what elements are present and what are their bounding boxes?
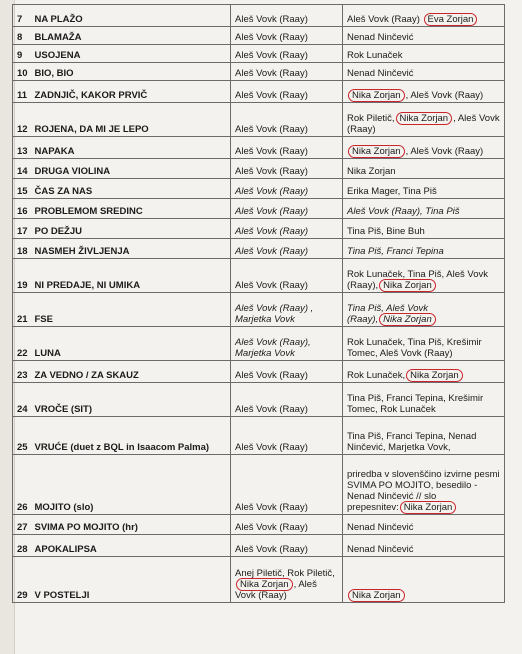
song-credits-table [12, 4, 505, 603]
arranger-cell: Rok Lunaček [343, 45, 505, 63]
arranger-cell [343, 293, 505, 327]
arranger-text: Rok Lunaček, Tina Piš, Aleš Vovk (Raay), [347, 269, 488, 291]
table-row [13, 103, 505, 137]
arranger-text: , Aleš Vovk (Raay) [347, 113, 500, 135]
author-cell: Aleš Vovk (Raay) [231, 159, 343, 179]
song-number: 10 [13, 63, 31, 81]
highlighted-name: Nika Zorjan [348, 145, 405, 158]
author-cell: Aleš Vovk (Raay) [231, 417, 343, 455]
table-row [13, 81, 505, 103]
arranger-cell [343, 81, 505, 103]
arranger-cell: Erika Mager, Tina Piš [343, 179, 505, 199]
table-row [13, 361, 505, 383]
arranger-text: , Aleš Vovk (Raay) [405, 146, 484, 157]
song-title: ROJENA, DA MI JE LEPO [31, 103, 231, 137]
author-cell: Aleš Vovk (Raay) [231, 455, 343, 515]
author-text: Anej Piletič, Rok Piletič, [235, 568, 335, 579]
highlighted-name: Nika Zorjan [379, 313, 436, 326]
highlighted-name: Nika Zorjan [400, 501, 457, 514]
arranger-cell [343, 361, 505, 383]
highlighted-name: Nika Zorjan [406, 369, 463, 382]
song-number: 9 [13, 45, 31, 63]
arranger-text: Tina Piš, Aleš Vovk (Raay), [347, 303, 429, 325]
arranger-cell: Tina Piš, Franci Tepina, Krešimir Tomec, Rok Lunaček [343, 383, 505, 417]
table-row [13, 219, 505, 239]
author-cell: Aleš Vovk (Raay) [231, 361, 343, 383]
arranger-cell [343, 103, 505, 137]
table-row [13, 417, 505, 455]
song-number: 26 [13, 455, 31, 515]
author-cell: Aleš Vovk (Raay) [231, 199, 343, 219]
song-number: 15 [13, 179, 31, 199]
song-title: ZA VEDNO / ZA SKAUZ [31, 361, 231, 383]
arranger-cell: Nika Zorjan [343, 159, 505, 179]
song-number: 25 [13, 417, 31, 455]
song-number: 11 [13, 81, 31, 103]
highlighted-name: Nika Zorjan [348, 589, 405, 602]
song-number: 17 [13, 219, 31, 239]
arranger-cell: Nenad Ninčević [343, 515, 505, 535]
song-title: DRUGA VIOLINA [31, 159, 231, 179]
arranger-cell [343, 259, 505, 293]
table-row [13, 239, 505, 259]
song-number: 28 [13, 535, 31, 557]
author-cell: Aleš Vovk (Raay) , Marjetka Vovk [231, 293, 343, 327]
song-title: NA PLAŽO [31, 5, 231, 27]
song-number: 21 [13, 293, 31, 327]
song-number: 14 [13, 159, 31, 179]
author-cell: Aleš Vovk (Raay) [231, 383, 343, 417]
song-title: V POSTELJI [31, 557, 231, 603]
song-title: FSE [31, 293, 231, 327]
song-number: 19 [13, 259, 31, 293]
table-row [13, 455, 505, 515]
table-row [13, 179, 505, 199]
author-cell: Aleš Vovk (Raay) [231, 27, 343, 45]
arranger-text: Aleš Vovk (Raay) [347, 14, 420, 25]
song-title: SVIMA PO MOJITO (hr) [31, 515, 231, 535]
author-cell: Aleš Vovk (Raay) [231, 179, 343, 199]
author-cell: Aleš Vovk (Raay) [231, 515, 343, 535]
song-number: 8 [13, 27, 31, 45]
highlighted-name: Nika Zorjan [379, 279, 436, 292]
table-row [13, 27, 505, 45]
author-cell: Aleš Vovk (Raay) [231, 63, 343, 81]
arranger-cell: Rok Lunaček, Tina Piš, Krešimir Tomec, Aleš Vovk (Raay) [343, 327, 505, 361]
author-cell: Aleš Vovk (Raay) [231, 239, 343, 259]
table-row [13, 515, 505, 535]
arranger-cell: Nenad Ninčević [343, 535, 505, 557]
table-row [13, 137, 505, 159]
highlighted-name: Nika Zorjan [236, 578, 293, 591]
song-number: 22 [13, 327, 31, 361]
song-title: PROBLEMOM SREDINC [31, 199, 231, 219]
table-row [13, 557, 505, 603]
song-number: 12 [13, 103, 31, 137]
arranger-cell [343, 137, 505, 159]
song-number: 27 [13, 515, 31, 535]
song-title: MOJITO (slo) [31, 455, 231, 515]
arranger-cell: Nenad Ninčević [343, 27, 505, 45]
table-row [13, 45, 505, 63]
arranger-cell: Tina Piš, Franci Tepina, Nenad Ninčević, Marjetka Vovk, [343, 417, 505, 455]
highlighted-name: Nika Zorjan [396, 112, 453, 125]
song-number: 16 [13, 199, 31, 219]
author-cell: Aleš Vovk (Raay) [231, 219, 343, 239]
song-title: LUNA [31, 327, 231, 361]
song-title: PO DEŽJU [31, 219, 231, 239]
song-number: 29 [13, 557, 31, 603]
author-text: , Aleš Vovk (Raay) [235, 579, 317, 601]
arranger-cell [343, 5, 505, 27]
author-cell: Aleš Vovk (Raay) [231, 137, 343, 159]
song-title: ZADNJIČ, KAKOR PRVIČ [31, 81, 231, 103]
song-title: BLAMAŽA [31, 27, 231, 45]
song-number: 23 [13, 361, 31, 383]
song-title: NASMEH ŽIVLJENJA [31, 239, 231, 259]
table-row [13, 259, 505, 293]
arranger-text: , Aleš Vovk (Raay) [405, 90, 484, 101]
author-cell [231, 557, 343, 603]
arranger-cell: Tina Piš, Bine Buh [343, 219, 505, 239]
arranger-cell [343, 455, 505, 515]
table-row [13, 63, 505, 81]
song-number: 7 [13, 5, 31, 27]
arranger-text: Rok Lunaček, [347, 370, 406, 381]
author-cell: Aleš Vovk (Raay) [231, 5, 343, 27]
song-title: ČAS ZA NAS [31, 179, 231, 199]
arranger-text: priredba v slovenščino izvirne pesmi SVIMA PO MOJITO, besedilo - Nenad Ninčević // slo prepesnitev: [347, 469, 500, 513]
table-row [13, 383, 505, 417]
table-row [13, 327, 505, 361]
table-row [13, 535, 505, 557]
song-number: 13 [13, 137, 31, 159]
arranger-cell [343, 557, 505, 603]
song-number: 18 [13, 239, 31, 259]
song-title: VRUĆE (duet z BQL in Isaacom Palma) [31, 417, 231, 455]
arranger-text: Rok Piletič, [347, 113, 395, 124]
song-title: NAPAKA [31, 137, 231, 159]
author-cell: Aleš Vovk (Raay) [231, 103, 343, 137]
song-title: USOJENA [31, 45, 231, 63]
song-title: NI PREDAJE, NI UMIKA [31, 259, 231, 293]
song-title: APOKALIPSA [31, 535, 231, 557]
author-cell: Aleš Vovk (Raay) [231, 535, 343, 557]
table-row [13, 159, 505, 179]
table-row [13, 293, 505, 327]
highlighted-name: Nika Zorjan [348, 89, 405, 102]
highlighted-name: Eva Zorjan [424, 13, 478, 26]
arranger-cell: Nenad Ninčević [343, 63, 505, 81]
author-cell: Aleš Vovk (Raay) [231, 81, 343, 103]
song-title: VROČE (SIT) [31, 383, 231, 417]
arranger-cell: Tina Piš, Franci Tepina [343, 239, 505, 259]
table-row [13, 5, 505, 27]
arranger-cell: Aleš Vovk (Raay), Tina Piš [343, 199, 505, 219]
author-cell: Aleš Vovk (Raay), Marjetka Vovk [231, 327, 343, 361]
song-number: 24 [13, 383, 31, 417]
song-title: BIO, BIO [31, 63, 231, 81]
table-row [13, 199, 505, 219]
author-cell: Aleš Vovk (Raay) [231, 45, 343, 63]
author-cell: Aleš Vovk (Raay) [231, 259, 343, 293]
